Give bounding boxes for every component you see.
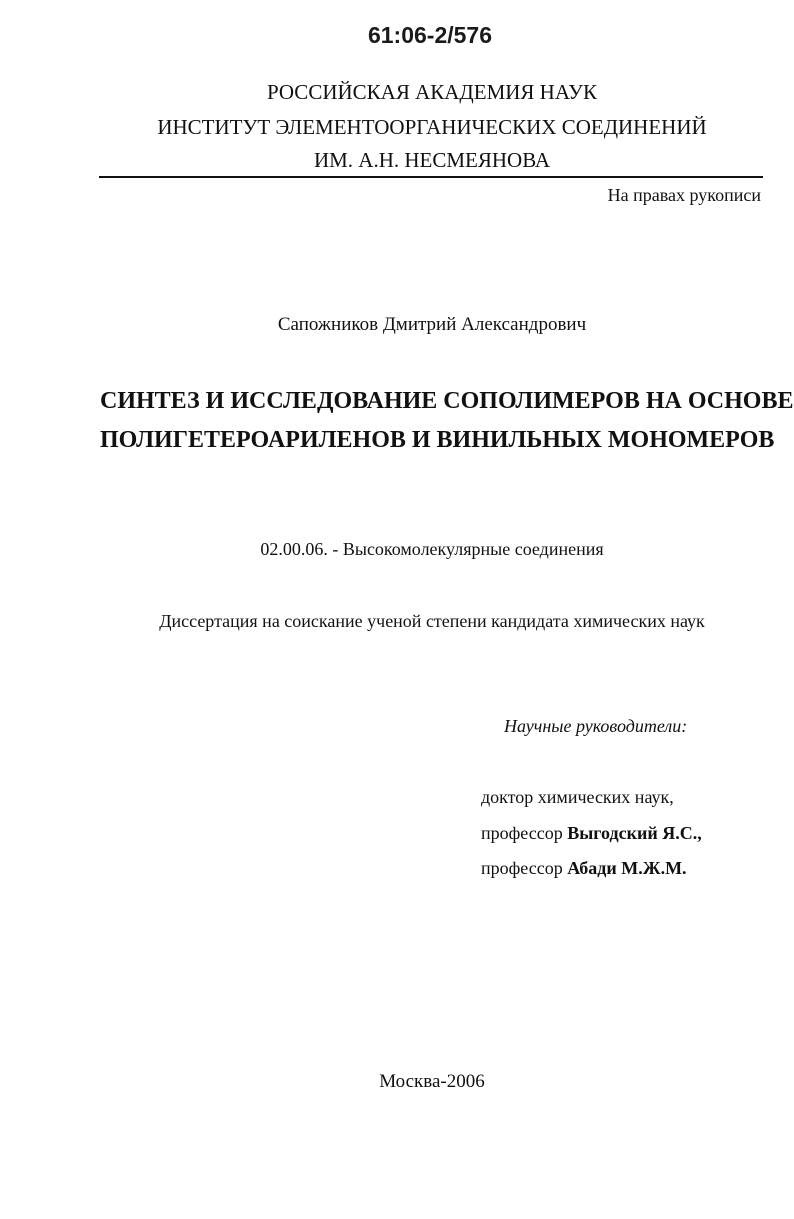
dissertation-title-line-2: ПОЛИГЕТЕРОАРИЛЕНОВ И ВИНИЛЬНЫХ МОНОМЕРОВ — [100, 427, 775, 453]
supervisor-1 — [481, 823, 702, 844]
catalog-stamp: 61:06-2/576 — [367, 22, 493, 48]
supervisors-heading: Научные руководители: — [504, 716, 688, 736]
organization-line-2: ИНСТИТУТ ЭЛЕМЕНТООРГАНИЧЕСКИХ СОЕДИНЕНИЙ — [157, 115, 707, 139]
organization-line-1: РОССИЙСКАЯ АКАДЕМИЯ НАУК — [266, 80, 598, 104]
supervisor-2 — [481, 858, 687, 879]
dissertation-type: Диссертация на соискание ученой степени кандидата химических наук — [159, 611, 705, 631]
supervisor-1-name: Выгодский Я.С., — [567, 823, 702, 843]
supervisor-2-title: профессор — [481, 858, 568, 878]
manuscript-rights-note: На правах рукописи — [607, 185, 761, 205]
supervisor-1-title: профессор — [481, 823, 568, 843]
supervisor-degree: доктор химических наук, — [481, 787, 674, 807]
author-name: Сапожников Дмитрий Александрович — [277, 314, 587, 335]
dissertation-title-line-1: СИНТЕЗ И ИССЛЕДОВАНИЕ СОПОЛИМЕРОВ НА ОСНОВЕ — [100, 388, 794, 414]
header-divider — [99, 176, 763, 178]
supervisor-2-name: Абади М.Ж.М. — [567, 858, 687, 878]
place-and-year: Москва-2006 — [379, 1071, 485, 1092]
organization-line-3: ИМ. А.Н. НЕСМЕЯНОВА — [313, 148, 551, 172]
specialty-code: 02.00.06. - Высокомолекулярные соединения — [260, 539, 604, 559]
